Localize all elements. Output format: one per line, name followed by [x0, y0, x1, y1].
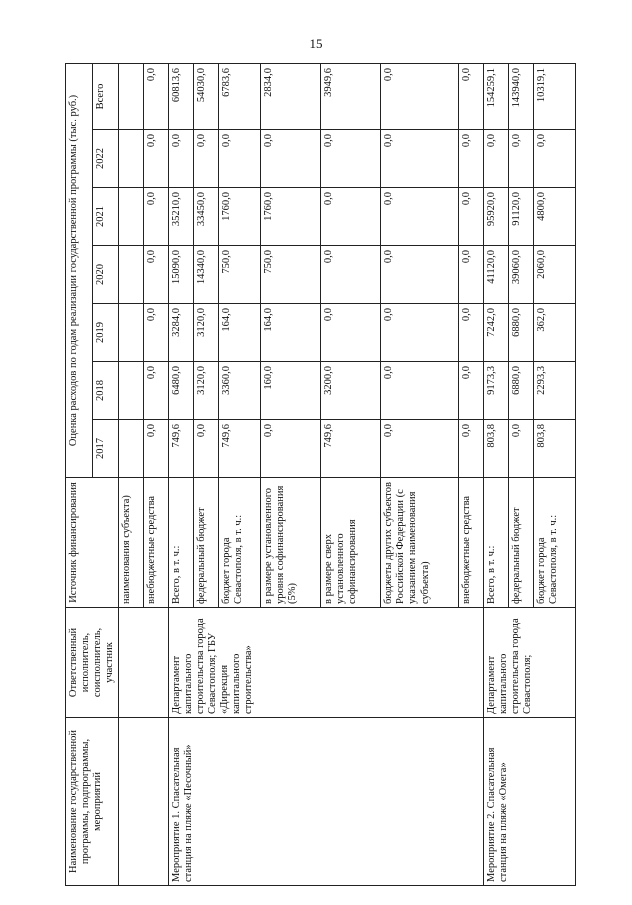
measure-executor-cell: Департамент капитального строительства города Севастополя;: [483, 608, 575, 718]
value-cell: 0,0: [458, 130, 483, 188]
table-header-row: [66, 63, 93, 885]
value-cell: 750,0: [218, 246, 260, 304]
value-cell: 41120,0: [483, 246, 508, 304]
value-cell: 803,8: [483, 420, 508, 478]
value-cell: 35210,0: [169, 188, 194, 246]
value-cell: 9173,3: [483, 362, 508, 420]
value-cell: 0,0: [381, 362, 459, 420]
value-cell: 0,0: [458, 304, 483, 362]
value-cell: 2060,0: [533, 246, 576, 304]
value-cell: [119, 304, 144, 362]
value-cell: 0,0: [381, 246, 459, 304]
source-cell: федеральный бюджет: [193, 478, 218, 608]
value-cell: 0,0: [381, 420, 459, 478]
value-cell: 14340,0: [193, 246, 218, 304]
value-cell: 0,0: [381, 63, 459, 129]
value-cell: 0,0: [458, 420, 483, 478]
header-estimate: Оценка расходов по годам реализации государственной программы (тыс. руб.): [66, 63, 93, 477]
header-executor: Ответственный исполнитель, соисполнитель, участник: [66, 608, 119, 718]
rotated-table-container: [65, 64, 557, 886]
value-cell: 749,6: [169, 420, 194, 478]
value-cell: 0,0: [533, 130, 576, 188]
value-cell: 39060,0: [508, 246, 533, 304]
value-cell: 0,0: [321, 188, 381, 246]
value-cell: 749,6: [218, 420, 260, 478]
value-cell: 4800,0: [533, 188, 576, 246]
header-year: 2021: [92, 188, 119, 246]
source-cell: бюджеты других субъектов Российской Федерации (с указанием наименования субъекта): [381, 478, 459, 608]
measure-executor-cell: Департамент капитального строительства города Севастополя; ГБУ «Дирекция капитального строительства»: [169, 608, 484, 718]
value-cell: 6880,0: [508, 304, 533, 362]
value-cell: 0,0: [458, 188, 483, 246]
table-row: [119, 63, 144, 885]
header-year: 2017: [92, 420, 119, 478]
value-cell: 0,0: [508, 130, 533, 188]
value-cell: 0,0: [193, 420, 218, 478]
value-cell: 0,0: [458, 362, 483, 420]
value-cell: 6783,6: [218, 63, 260, 129]
value-cell: 0,0: [144, 188, 169, 246]
value-cell: 0,0: [458, 63, 483, 129]
source-cell: бюджет города Севастополя, в т. ч.:: [218, 478, 260, 608]
value-cell: 60813,6: [169, 63, 194, 129]
value-cell: 143940,0: [508, 63, 533, 129]
value-cell: 0,0: [381, 130, 459, 188]
value-cell: [119, 130, 144, 188]
value-cell: 3284,0: [169, 304, 194, 362]
value-cell: 54030,0: [193, 63, 218, 129]
value-cell: 0,0: [144, 304, 169, 362]
source-cell: бюджет города Севастополя, в т. ч.:: [533, 478, 576, 608]
value-cell: 7242,0: [483, 304, 508, 362]
value-cell: 0,0: [144, 420, 169, 478]
value-cell: 0,0: [261, 130, 321, 188]
value-cell: 0,0: [144, 63, 169, 129]
value-cell: 0,0: [261, 420, 321, 478]
continuation-executor-cell: [119, 608, 169, 718]
budget-table: [65, 63, 576, 886]
value-cell: 2834,0: [261, 63, 321, 129]
value-cell: 33450,0: [193, 188, 218, 246]
value-cell: [119, 420, 144, 478]
value-cell: 95920,0: [483, 188, 508, 246]
source-cell: федеральный бюджет: [508, 478, 533, 608]
value-cell: 154259,1: [483, 63, 508, 129]
value-cell: [119, 246, 144, 304]
value-cell: 15090,0: [169, 246, 194, 304]
page-number: 15: [309, 36, 323, 51]
table-row: [169, 63, 194, 885]
source-cell: в размере сверх установленного софинансирования: [321, 478, 381, 608]
value-cell: 3120,0: [193, 362, 218, 420]
value-cell: 10319,1: [533, 63, 576, 129]
value-cell: 164,0: [261, 304, 321, 362]
value-cell: [119, 362, 144, 420]
source-cell: внебюджетные средства: [144, 478, 169, 608]
value-cell: 803,8: [533, 420, 576, 478]
header-total: Всего: [92, 63, 119, 129]
value-cell: 0,0: [144, 362, 169, 420]
value-cell: 6880,0: [508, 362, 533, 420]
value-cell: 0,0: [193, 130, 218, 188]
measure-name-cell: Мероприятие 1. Спасательная станция на пляже «Песочный»: [169, 718, 484, 886]
value-cell: 750,0: [261, 246, 321, 304]
header-year: 2018: [92, 362, 119, 420]
source-cell: в размере установленного уровня софинансирования (5%): [261, 478, 321, 608]
value-cell: 3949,6: [321, 63, 381, 129]
value-cell: 160,0: [261, 362, 321, 420]
value-cell: 362,0: [533, 304, 576, 362]
measure-name-cell: Мероприятие 2. Спасательная станция на пляже «Омега»: [483, 718, 575, 886]
value-cell: 6480,0: [169, 362, 194, 420]
value-cell: 1760,0: [218, 188, 260, 246]
header-name: Наименование государственной программы, подпрограммы, мероприятий: [66, 718, 119, 886]
table-row: [483, 63, 508, 885]
value-cell: [119, 188, 144, 246]
header-year: 2019: [92, 304, 119, 362]
value-cell: 0,0: [144, 130, 169, 188]
continuation-name-cell: [119, 718, 169, 886]
value-cell: 0,0: [321, 130, 381, 188]
value-cell: 0,0: [169, 130, 194, 188]
value-cell: 0,0: [483, 130, 508, 188]
value-cell: 91120,0: [508, 188, 533, 246]
value-cell: 3200,0: [321, 362, 381, 420]
value-cell: 0,0: [321, 246, 381, 304]
header-year: 2020: [92, 246, 119, 304]
value-cell: 0,0: [218, 130, 260, 188]
source-cell: наименования субъекта): [119, 478, 144, 608]
value-cell: 0,0: [381, 304, 459, 362]
value-cell: 0,0: [508, 420, 533, 478]
header-source: Источник финансирования: [66, 478, 119, 608]
value-cell: 3360,0: [218, 362, 260, 420]
source-cell: Всего, в т. ч.:: [169, 478, 194, 608]
header-year: 2022: [92, 130, 119, 188]
source-cell: внебюджетные средства: [458, 478, 483, 608]
value-cell: 1760,0: [261, 188, 321, 246]
value-cell: 0,0: [321, 304, 381, 362]
source-cell: Всего, в т. ч.:: [483, 478, 508, 608]
value-cell: 749,6: [321, 420, 381, 478]
value-cell: 0,0: [144, 246, 169, 304]
value-cell: 2293,3: [533, 362, 576, 420]
value-cell: 0,0: [381, 188, 459, 246]
value-cell: 164,0: [218, 304, 260, 362]
value-cell: 3120,0: [193, 304, 218, 362]
value-cell: [119, 63, 144, 129]
value-cell: 0,0: [458, 246, 483, 304]
